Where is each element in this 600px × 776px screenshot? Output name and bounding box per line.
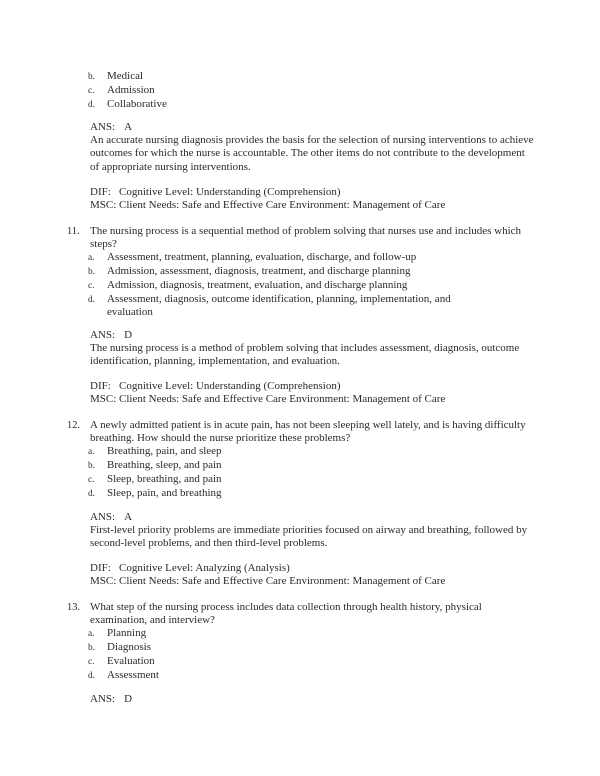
option-text: Evaluation (107, 655, 155, 668)
answer-label: ANS: (90, 510, 116, 523)
question-options (88, 627, 540, 683)
option-letter: a. (88, 447, 95, 458)
dif-value: Cognitive Level: Analyzing (Analysis) (119, 561, 290, 574)
option-letter: c. (88, 475, 95, 486)
option-row (88, 84, 540, 98)
option-row (88, 265, 540, 279)
question-options (88, 445, 540, 501)
option-text: Admission, diagnosis, treatment, evaluation, and discharge planning (107, 279, 408, 292)
option-text: Admission, assessment, diagnosis, treatment, and discharge planning (107, 265, 411, 278)
option-row (88, 98, 540, 112)
option-row (88, 70, 540, 84)
option-text: Breathing, pain, and sleep (107, 445, 222, 458)
question-13 (67, 601, 540, 706)
question-stem (67, 419, 540, 445)
dif-line (90, 562, 540, 575)
option-letter: d. (88, 489, 95, 500)
option-row (88, 655, 540, 669)
question-options (88, 251, 540, 319)
msc-value: Client Needs: Safe and Effective Care Environment: Management of Care (119, 574, 446, 587)
option-text: Sleep, pain, and breathing (107, 487, 222, 500)
option-row (88, 627, 540, 641)
answer-value: A (124, 510, 133, 523)
option-letter: b. (88, 643, 95, 654)
question-stem (67, 225, 540, 251)
question-fragment (67, 70, 540, 212)
answer-label: ANS: (90, 328, 116, 341)
dif-value: Cognitive Level: Understanding (Comprehension) (119, 379, 341, 392)
question-number: 13. (67, 602, 80, 613)
question-number: 11. (67, 225, 80, 237)
option-row (88, 251, 540, 265)
fragment-options (88, 70, 540, 112)
question-11 (67, 225, 540, 406)
answer-line (90, 329, 540, 342)
answer-line (90, 121, 540, 134)
option-text: Breathing, sleep, and pain (107, 459, 222, 472)
meta-block (90, 380, 540, 406)
option-letter: d. (88, 100, 95, 111)
option-text: Planning (107, 627, 147, 640)
option-text: Assessment (107, 669, 159, 682)
option-text: Assessment, treatment, planning, evaluation, discharge, and follow-up (107, 251, 417, 264)
dif-value: Cognitive Level: Understanding (Comprehension) (119, 185, 341, 198)
meta-block (90, 562, 540, 588)
dif-label: DIF: (90, 185, 111, 198)
answer-value: D (124, 328, 133, 341)
meta-block (90, 186, 540, 212)
option-letter: b. (88, 267, 95, 278)
msc-value: Client Needs: Safe and Effective Care Environment: Management of Care (119, 392, 446, 405)
option-text: Sleep, breathing, and pain (107, 473, 222, 486)
option-letter: c. (88, 86, 95, 97)
option-letter: b. (88, 461, 95, 472)
answer-block (90, 693, 540, 706)
option-row (88, 445, 540, 459)
msc-line (90, 575, 540, 588)
msc-label: MSC: (90, 574, 117, 587)
msc-line (90, 393, 540, 406)
option-row (88, 279, 540, 293)
msc-label: MSC: (90, 198, 117, 211)
option-letter: b. (88, 72, 95, 82)
answer-block (90, 511, 540, 550)
option-letter: a. (88, 629, 95, 640)
answer-value: D (124, 692, 133, 705)
option-text: Diagnosis (107, 641, 151, 654)
option-letter: a. (88, 253, 95, 264)
option-row (88, 293, 540, 319)
msc-label: MSC: (90, 392, 117, 405)
question-number: 12. (67, 419, 80, 431)
question-12 (67, 419, 540, 588)
answer-block (90, 121, 540, 173)
answer-line (90, 693, 540, 706)
option-text: Medical (107, 70, 144, 82)
dif-line (90, 186, 540, 199)
option-row (88, 487, 540, 501)
answer-value: A (124, 121, 133, 134)
dif-label: DIF: (90, 379, 111, 392)
rationale-text: First-level priority problems are immediate priorities focused on airway and breathing, followed by second-level problems, and then third-level problems. (90, 523, 528, 549)
answer-line (90, 511, 540, 524)
option-row (88, 473, 540, 487)
question-text: What step of the nursing process includes data collection through health history, physical examination, and interview? (90, 601, 482, 627)
question-text: The nursing process is a sequential method of problem solving that nurses use and includes which steps? (90, 224, 522, 250)
dif-line (90, 380, 540, 393)
option-letter: d. (88, 671, 95, 682)
option-text: Admission (107, 84, 155, 97)
msc-line (90, 199, 540, 212)
option-text: Collaborative (107, 98, 167, 111)
option-row (88, 669, 540, 683)
question-text: A newly admitted patient is in acute pain, has not been sleeping well lately, and is having difficulty breathing. How should the nurse prioritize these problems? (90, 418, 526, 445)
option-letter: c. (88, 657, 95, 668)
question-stem (67, 601, 540, 627)
option-row (88, 459, 540, 473)
option-row (88, 641, 540, 655)
answer-block (90, 329, 540, 368)
msc-value: Client Needs: Safe and Effective Care Environment: Management of Care (119, 198, 446, 211)
answer-label: ANS: (90, 121, 116, 134)
rationale-text: The nursing process is a method of problem solving that includes assessment, diagnosis, outcome identification, planning, implementation, and evaluation. (90, 341, 520, 367)
option-letter: c. (88, 281, 95, 292)
option-text: Assessment, diagnosis, outcome identification, planning, implementation, and evaluation (107, 293, 451, 319)
rationale-text: An accurate nursing diagnosis provides the basis for the selection of nursing interventions to achieve outcomes for which the nurse is accountable. The other items do not contribute to the development of appropriate nursing interventions. (90, 134, 534, 173)
option-letter: d. (88, 295, 95, 306)
dif-label: DIF: (90, 561, 111, 574)
answer-label: ANS: (90, 692, 116, 705)
